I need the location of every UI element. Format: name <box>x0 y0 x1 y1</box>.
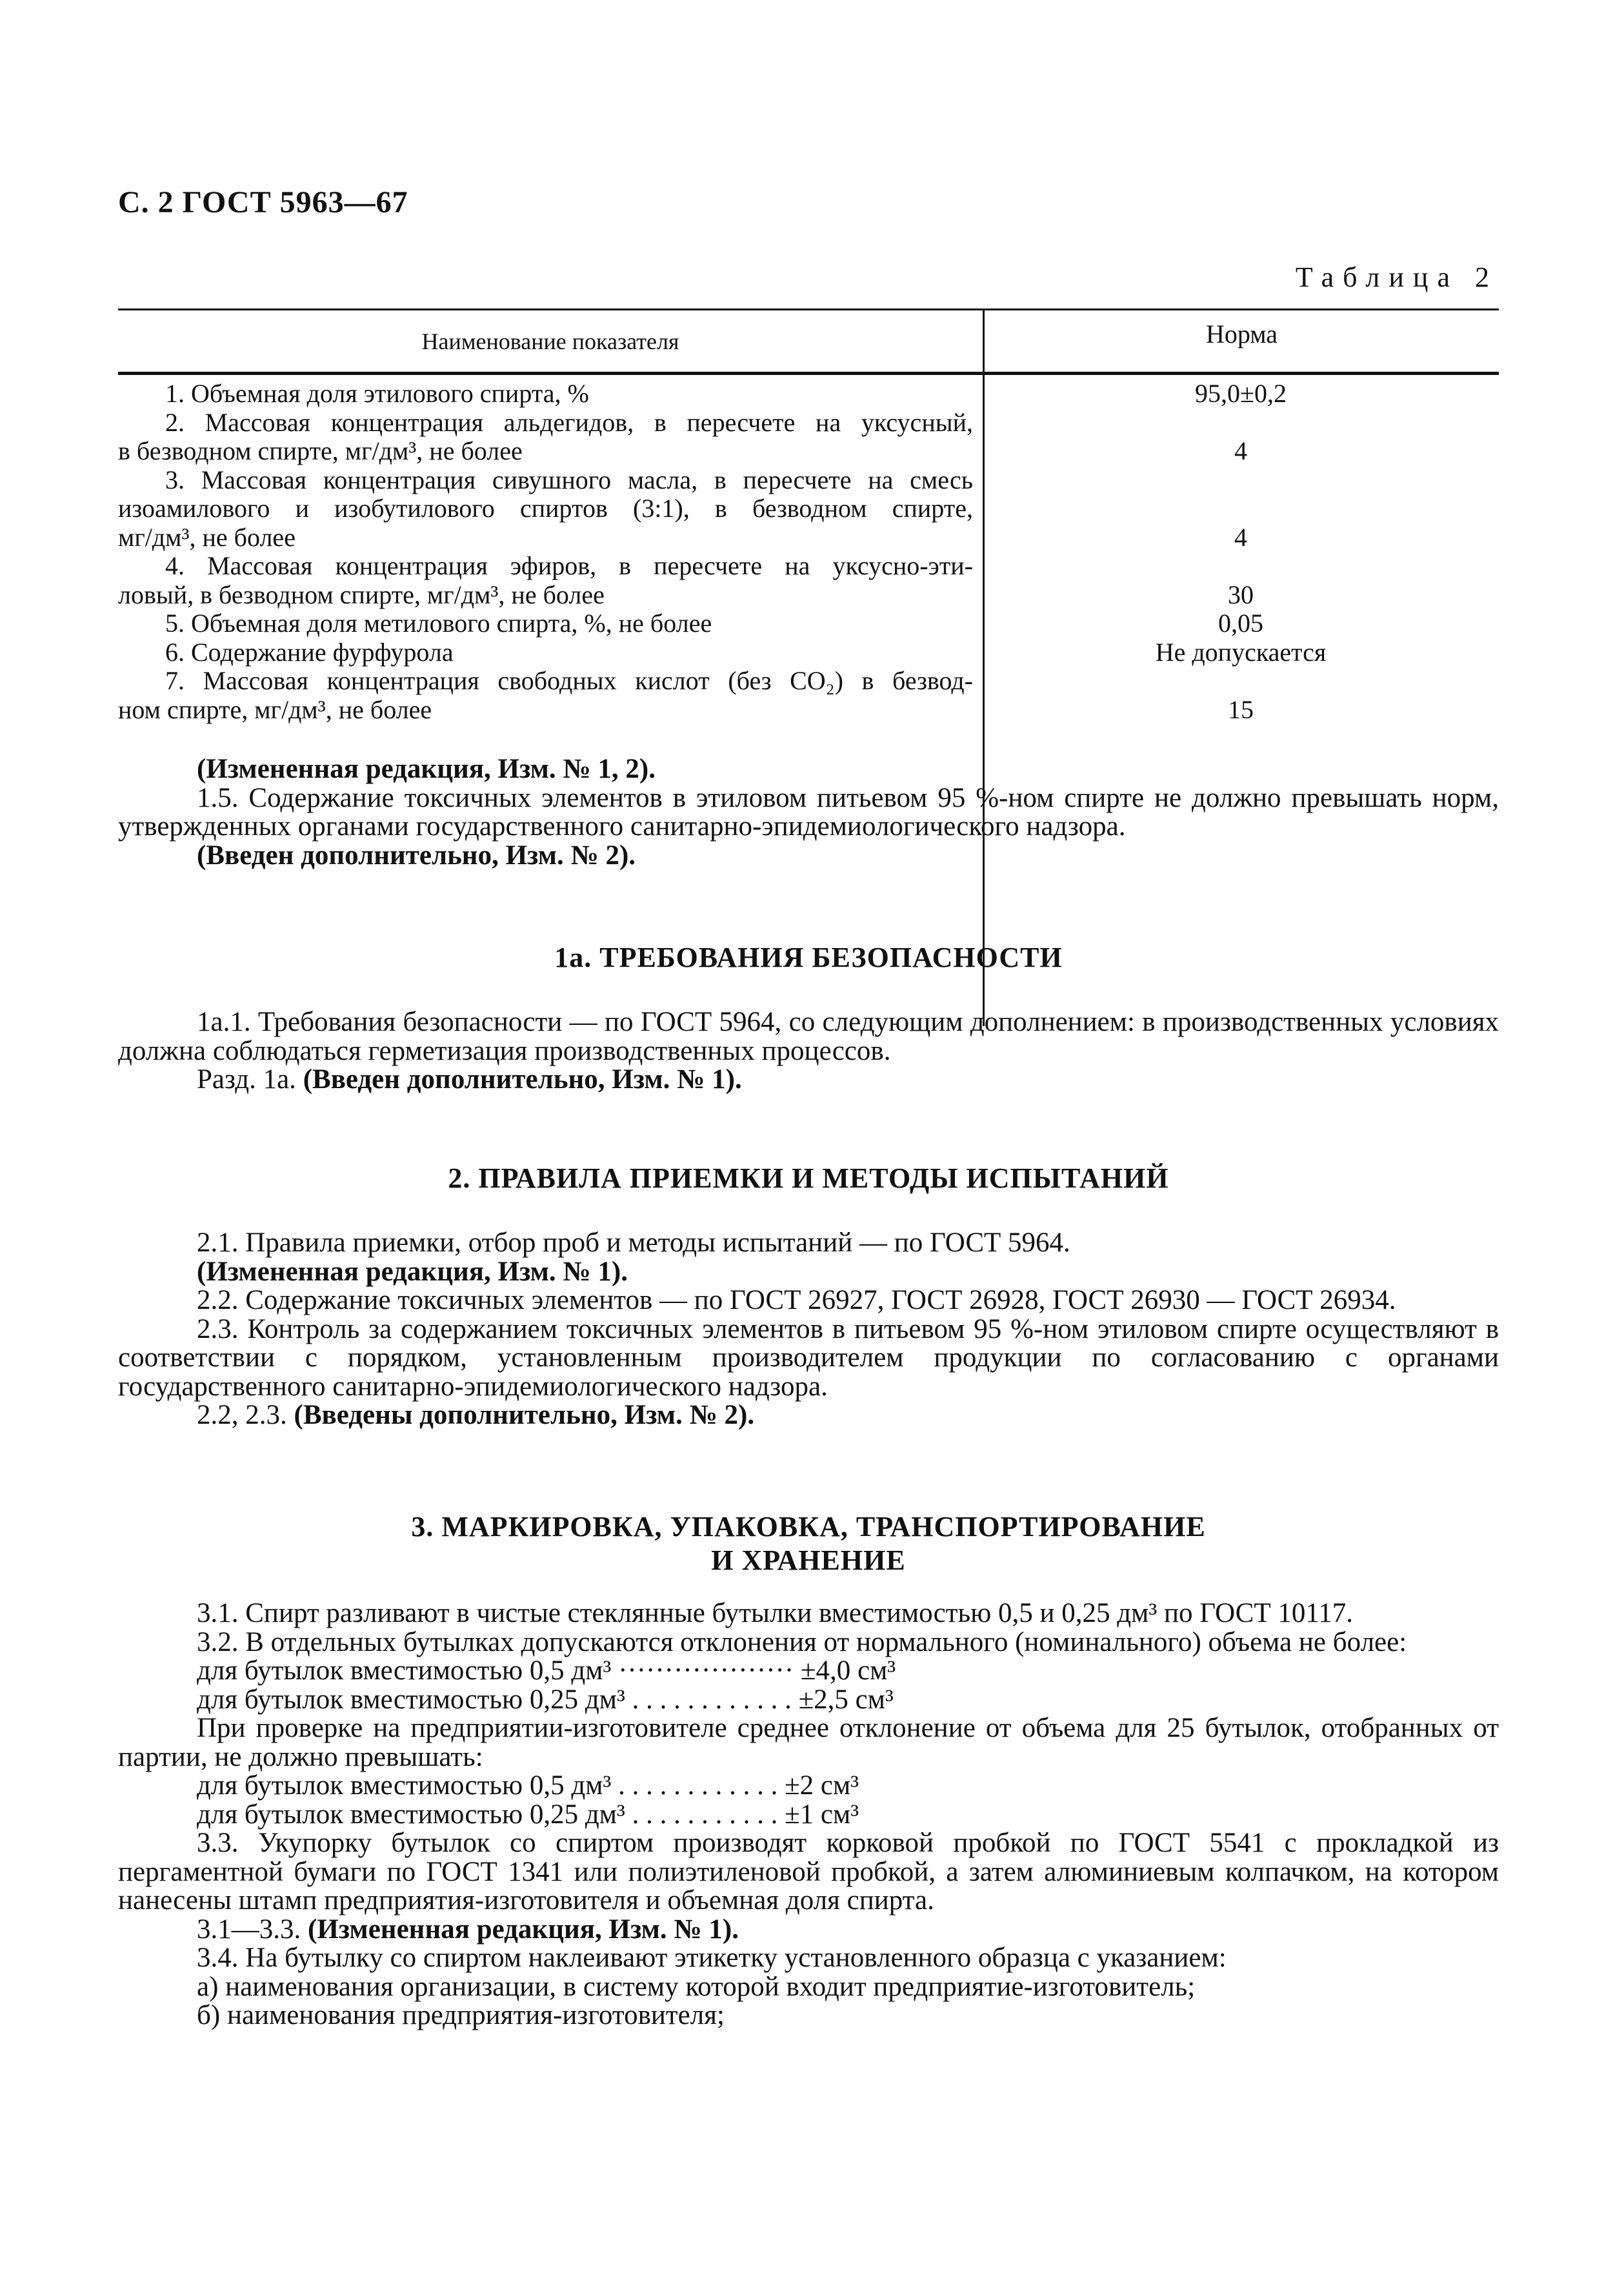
section-3 <box>118 1510 1499 2030</box>
paragraph-2-3: 2.3. Контроль за содержанием токсичных элементов в питьевом 95 %-ном этиловом спирте осуществляют в соответствии с порядком, установленным производителем продукции по согласованию с органами государственного санитарно-эпидемиологического надзора. <box>118 1313 1499 1402</box>
table-cell-line: 6. Содержание фурфурола <box>165 637 454 667</box>
tolerance-line: для бутылок вместимостью 0,25 дм³ . . . . . . . . . . . ±1 см³ <box>197 1799 859 1830</box>
amendment-note: Разд. 1а. (Введен дополнительно, Изм. № 1). <box>197 1064 742 1095</box>
section-heading: 2. ПРАВИЛА ПРИЕМКИ И МЕТОДЫ ИСПЫТАНИЙ <box>448 1162 1169 1194</box>
table-cell-line: изоамилового и изобутилового спиртов (3:1), в безводном спирте, <box>118 494 973 523</box>
section-2 <box>118 1162 1499 1430</box>
table-top-rule <box>118 308 1499 310</box>
table-cell-line: 2. Массовая концентрация альдегидов, в пересчете на уксусный, <box>165 407 973 437</box>
table-cell-line: мг/дм³, не более <box>118 522 296 552</box>
paragraph-2-1: 2.1. Правила приемки, отбор проб и методы испытаний — по ГОСТ 5964. <box>197 1228 1070 1258</box>
table-cell-line: ном спирте, мг/дм³, не более <box>118 694 432 724</box>
table-row <box>118 466 1499 552</box>
table-header-name: Наименование показателя <box>421 329 679 354</box>
amendment-note: (Измененная редакция, Изм. № 1, 2). <box>197 754 656 784</box>
table-body <box>118 379 1499 724</box>
table-cell-name <box>118 379 973 409</box>
section-1a <box>118 941 1499 1095</box>
text-after-table <box>118 755 1499 870</box>
paragraph-1-5: 1.5. Содержание токсичных элементов в этиловом питьевом 95 %-ном спирте не должно превышать норм, утвержденных органами государственного санитарно-эпидемиологического надзора. <box>118 782 1499 842</box>
paragraph-3-1: 3.1. Спирт разливают в чистые стеклянные бутылки вместимостью 0,5 и 0,25 дм³ по ГОСТ 10117. <box>197 1598 1353 1628</box>
table-cell-line: 1. Объемная доля этилового спирта, % <box>165 379 589 408</box>
table-cell-line: ловый, в безводном спирте, мг/дм³, не более <box>118 580 605 609</box>
table-row <box>118 409 1499 466</box>
table-header-rule <box>118 372 1499 375</box>
table-cell-norm: 30 <box>1228 580 1254 609</box>
table-cell-norm: 0,05 <box>1218 609 1263 638</box>
table-cell-line: 4. Массовая концентрация эфиров, в пересчете на уксусно-эти- <box>165 551 973 580</box>
amendment-note: 2.2, 2.3. (Введены дополнительно, Изм. № 2). <box>197 1400 755 1430</box>
paragraph-1a-1: 1а.1. Требования безопасности — по ГОСТ 5964, со следующим дополнением: в производственных условиях должна соблюдаться герметизация производственных процессов. <box>118 1007 1499 1066</box>
table-cell-name <box>118 552 973 609</box>
table-caption: Таблица 2 <box>1295 261 1498 293</box>
table-cell-name <box>118 609 973 638</box>
table-cell-name <box>118 466 973 552</box>
paragraph-check: При проверке на предприятии-изготовителе среднее отклонение от объема для 25 бутылок, отобранных от партии, не должно превышать: <box>118 1713 1499 1772</box>
table-cell-name <box>118 638 973 667</box>
tolerance-line: для бутылок вместимостью 0,5 дм³ . . . . . . . . . . . . ±2 см³ <box>197 1770 859 1801</box>
table-cell-norm: 4 <box>1234 436 1247 465</box>
running-head: С. 2 ГОСТ 5963—67 <box>118 185 408 219</box>
table-row <box>118 609 1499 638</box>
paragraph-3-2: 3.2. В отдельных бутылках допускаются отклонения от нормального (номинального) объема не более: <box>197 1626 1407 1657</box>
table-cell-line: 3. Массовая концентрация сивушного масла, в пересчете на смесь <box>165 465 973 494</box>
table-row <box>118 552 1499 609</box>
table-header-norm: Норма <box>1205 319 1278 349</box>
table-cell-norm: 4 <box>1234 522 1247 552</box>
table-cell-name <box>118 667 973 724</box>
table-row <box>118 638 1499 667</box>
section-heading: 1а. ТРЕБОВАНИЯ БЕЗОПАСНОСТИ <box>554 942 1063 973</box>
table-cell-line: в безводном спирте, мг/дм³, не более <box>118 436 523 465</box>
paragraph-2-2: 2.2. Содержание токсичных элементов — по ГОСТ 26927, ГОСТ 26928, ГОСТ 26930 — ГОСТ 26934. <box>197 1285 1396 1315</box>
section-heading-line-2: И ХРАНЕНИЕ <box>711 1544 906 1576</box>
table-row <box>118 379 1499 409</box>
table-cell-line: 7. Массовая концентрация свободных кислот (без CO₂) в безвод- <box>165 666 973 695</box>
amendment-note: 3.1—3.3. (Измененная редакция, Изм. № 1). <box>197 1914 739 1945</box>
tolerance-line: для бутылок вместимостью 0,5 дм³ ··················· ±4,0 см³ <box>197 1655 896 1686</box>
table-cell-norm: 15 <box>1228 694 1254 724</box>
amendment-note: (Измененная редакция, Изм. № 1). <box>197 1256 628 1287</box>
table-cell-norm: Не допускается <box>1155 637 1327 667</box>
table-cell-name <box>118 409 973 466</box>
list-item-a: а) наименования организации, в систему которой входит предприятие-изготовитель; <box>197 1971 1196 2002</box>
tolerance-line: для бутылок вместимостью 0,25 дм³ . . . . . . . . . . . . ±2,5 см³ <box>197 1684 894 1715</box>
paragraph-3-3: 3.3. Укупорку бутылок со спиртом производят корковой пробкой по ГОСТ 5541 с прокладкой из пергаментной бумаги по ГОСТ 1341 или полиэтиленовой пробкой, а затем алюминиевым колпачком, на котором нанесены штамп предприятия-изготовителя и объемная доля спирта. <box>118 1828 1499 1916</box>
table-cell-line: 5. Объемная доля метилового спирта, %, не более <box>165 609 712 638</box>
amendment-note: (Введен дополнительно, Изм. № 2). <box>197 840 636 871</box>
section-heading-line-1: 3. МАРКИРОВКА, УПАКОВКА, ТРАНСПОРТИРОВАНИЕ <box>411 1511 1206 1542</box>
table-row <box>118 667 1499 724</box>
list-item-b: б) наименования предприятия-изготовителя; <box>197 2000 725 2030</box>
paragraph-3-4: 3.4. На бутылку со спиртом наклеивают этикетку установленного образца с указанием: <box>197 1943 1227 1973</box>
table-cell-norm: 95,0±0,2 <box>1195 379 1287 408</box>
